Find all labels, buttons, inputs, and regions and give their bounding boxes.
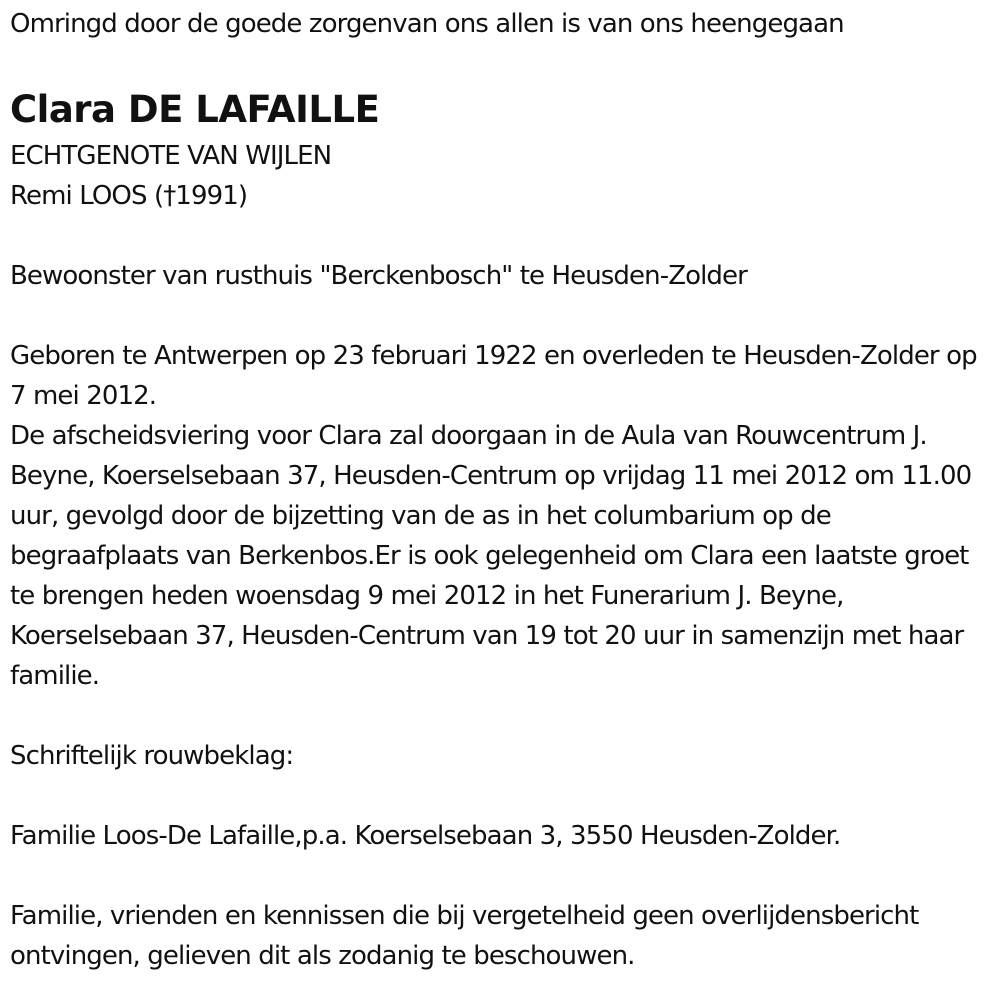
closing-note: Familie, vrienden en kennissen die bij vergetelheid geen overlijdensbericht ontvingen, gelieven dit als zodanig te beschouwen. [10, 901, 919, 971]
spacer [10, 296, 995, 336]
residence-text: Bewoonster van rusthuis "Berckenbosch" te Heusden-Zolder [10, 261, 747, 291]
spouse-label: ECHTGENOTE VAN WIJLEN [10, 141, 332, 171]
ceremony-text: De afscheidsviering voor Clara zal doorgaan in de Aula van Rouwcentrum J. Beyne, Koerselsebaan 37, Heusden-Centrum op vrijdag 11 mei 2012 om 11.00 uur, gevolgd door de bijzetting van de as in het columbarium op de begraafplaats van Berkenbos.Er is ook gelegenheid om Clara een laatste groet te brengen heden woensdag 9 mei 2012 in het Funerarium J. Beyne, Koerselsebaan 37, Heusden-Centrum van 19 tot 20 uur in samenzijn met haar familie. [10, 421, 972, 691]
intro-text: Omringd door de goede zorgenvan ons allen is van ons heengegaan [10, 9, 844, 39]
deceased-name: Clara DE LAFAILLE [10, 88, 380, 131]
spacer [10, 696, 995, 736]
birth-death-text: Geboren te Antwerpen op 23 februari 1922 en overleden te Heusden-Zolder op 7 mei 2012. [10, 341, 977, 411]
obituary-document [10, 4, 995, 976]
condolence-label: Schriftelijk rouwbeklag: [10, 741, 294, 771]
spacer [10, 776, 995, 816]
spacer [10, 216, 995, 256]
spouse-name: Remi LOOS (†1991) [10, 181, 248, 211]
spacer [10, 856, 995, 896]
condolence-address: Familie Loos-De Lafaille,p.a. Koerselsebaan 3, 3550 Heusden-Zolder. [10, 821, 841, 851]
spacer [10, 44, 995, 84]
